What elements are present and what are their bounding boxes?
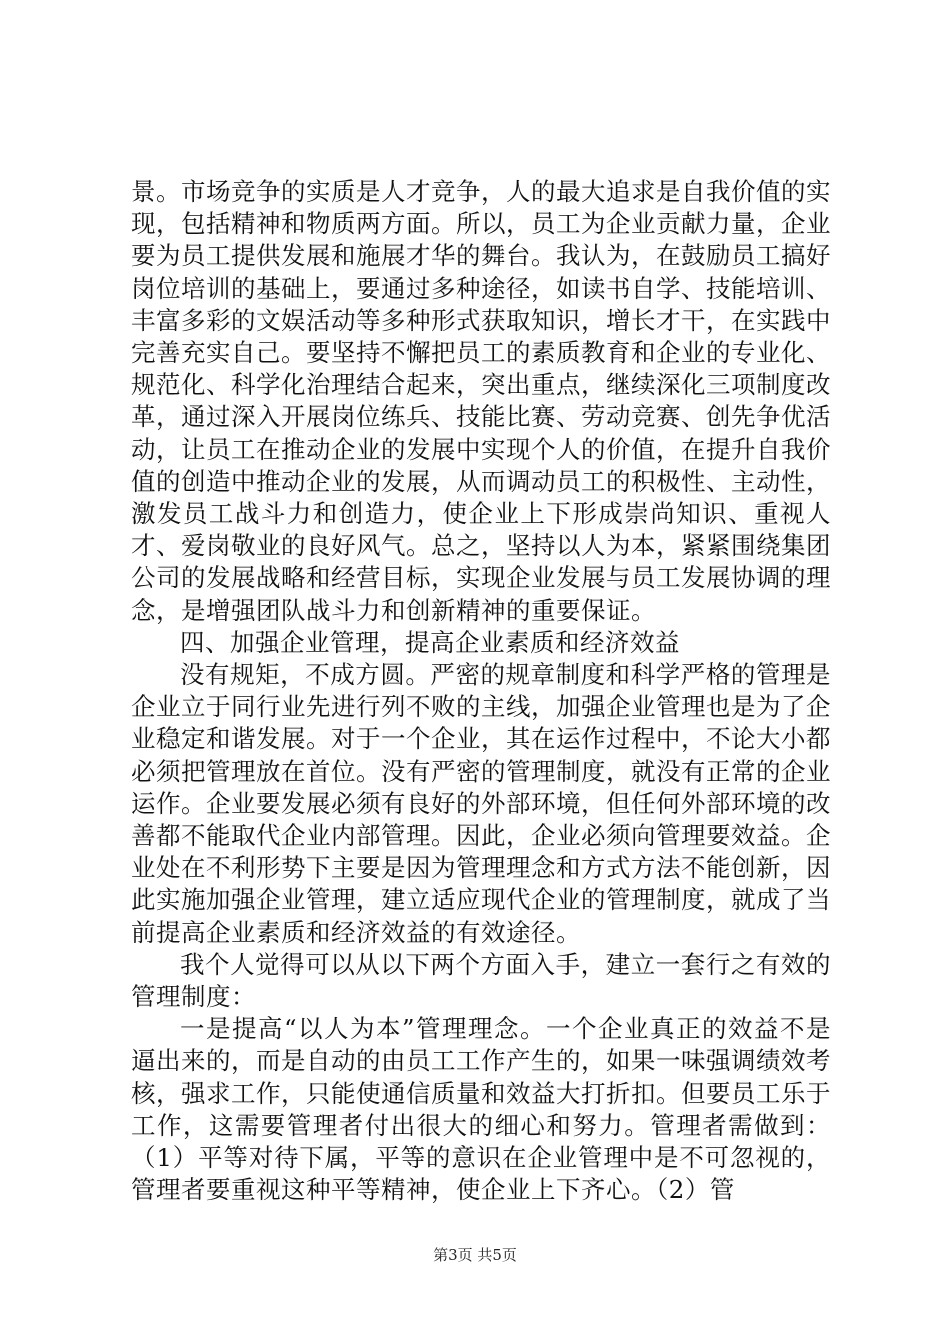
paragraph-people-first: 一是提高“以人为本”管理理念。一个企业真正的效益不是逼出来的，而是自动的由员工工作产生的，如果一味强调绩效考核，强求工作，只能使通信质量和效益大打折扣。但要员工乐于工作，这需要管理者付出很大的细心和努力。管理者需做到：（1）平等对待下属，平等的意识在企业管理中是不可忽视的，管理者要重视这种平等精神，使企业上下齐心。（2）管 bbox=[131, 1014, 831, 1205]
paragraph-continuation: 景。市场竞争的实质是人才竞争，人的最大追求是自我价值的实现，包括精神和物质两方面。所以，员工为企业贡献力量，企业要为员工提供发展和施展才华的舞台。我认为，在鼓励员工搞好岗位培训的基础上，要通过多种途径，如读书自学、技能培训、丰富多彩的文娱活动等多种形式获取知识，增长才干，在实践中完善充实自己。要坚持不懈把员工的素质教育和企业的专业化、规范化、科学化治理结合起来，突出重点，继续深化三项制度改革，通过深入开展岗位练兵、技能比赛、劳动竞赛、创先争优活动，让员工在推动企业的发展中实现个人的价值，在提升自我价值的创造中推动企业的发展，从而调动员工的积极性、主动性，激发员工战斗力和创造力，使企业上下形成崇尚知识、重视人才、爱岗敬业的良好风气。总之，坚持以人为本，紧紧围绕集团公司的发展战略和经营目标，实现企业发展与员工发展协调的理念，是增强团队战斗力和创新精神的重要保证。 bbox=[131, 177, 831, 625]
paragraph-approach: 我个人觉得可以从以下两个方面入手，建立一套行之有效的管理制度： bbox=[131, 949, 831, 1012]
paragraph-management: 没有规矩，不成方圆。严密的规章制度和科学严格的管理是企业立于同行业先进行列不败的主线，加强企业管理也是为了企业稳定和谐发展。对于一个企业，其在运作过程中，不论大小都必须把管理放在首位。没有严密的管理制度，就没有正常的企业运作。企业要发展必须有良好的外部环境，但任何外部环境的改善都不能取代企业内部管理。因此，企业必须向管理要效益。企业处在不利形势下主要是因为管理理念和方式方法不能创新，因此实施加强企业管理，建立适应现代企业的管理制度，就成了当前提高企业素质和经济效益的有效途径。 bbox=[131, 660, 831, 947]
document-body bbox=[131, 176, 831, 1207]
section-heading: 四、加强企业管理，提高企业素质和经济效益 bbox=[180, 627, 680, 657]
page-number-footer: 第3页 共5页 bbox=[433, 1246, 517, 1264]
